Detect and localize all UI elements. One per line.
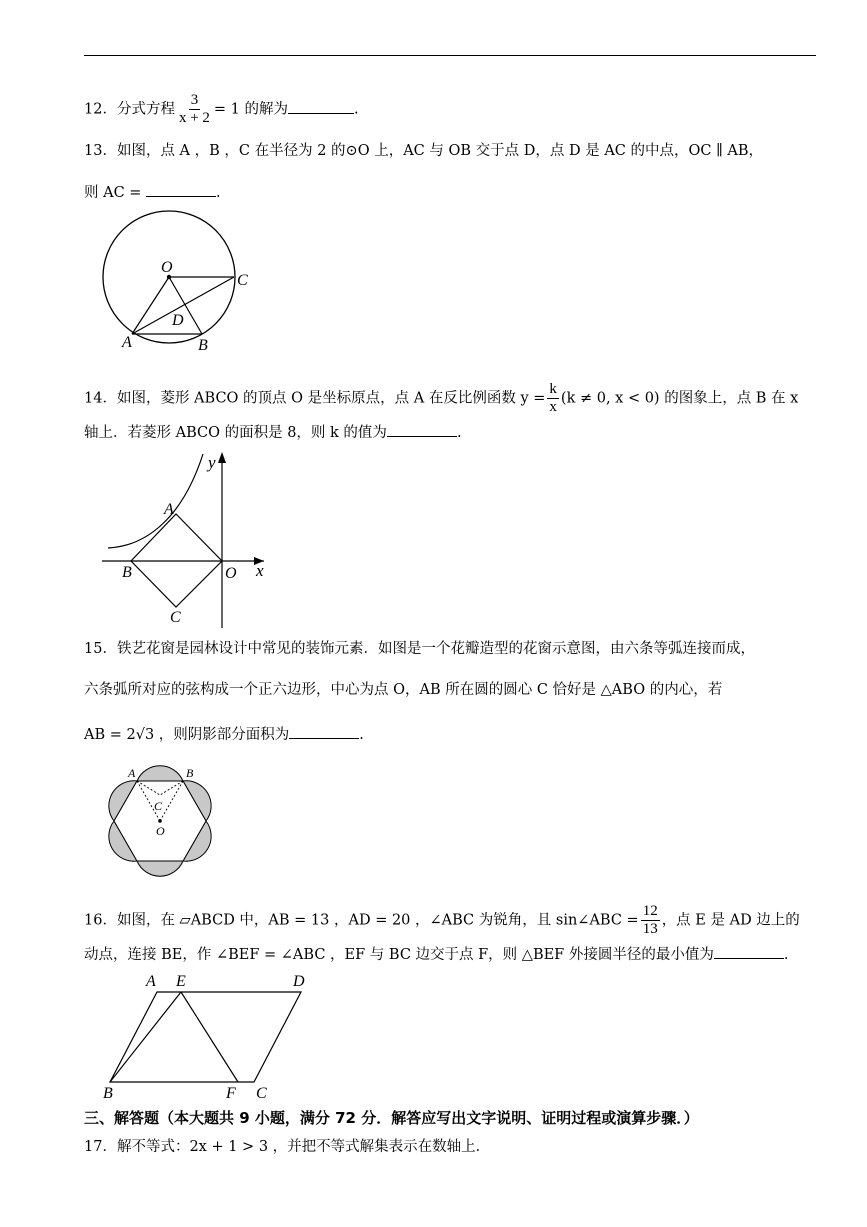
q14-fraction — [547, 381, 559, 416]
q13-line2-text: 则 AC = — [84, 185, 142, 201]
label-b: B — [198, 337, 208, 354]
label-c: C — [256, 1085, 267, 1102]
q16-answer-blank — [714, 944, 784, 959]
question-15-line3 — [84, 724, 364, 745]
petal-top — [137, 766, 183, 781]
q14-rhombus-figure — [98, 448, 278, 630]
q14-line1b: (k ≠ 0, x < 0) 的图象上，点 B 在 x — [560, 390, 799, 407]
q12-text-b: = 1 的解为 — [213, 101, 289, 118]
petal-bottom — [137, 861, 183, 876]
q16-line2-text: 动点，连接 BE，作 ∠BEF = ∠ABC ，EF 与 BC 边交于点 F，则 △BEF 外接圆半径的最小值为 — [84, 947, 714, 963]
label-a: A — [128, 766, 136, 780]
label-e: E — [176, 973, 186, 990]
q14-line1a: 14．如图，菱形 ABCO 的顶点 O 是坐标原点，点 A 在反比例函数 y = — [84, 390, 546, 407]
q14-frac-den: x — [549, 399, 557, 415]
q16-line1b: ，点 E 是 AD 边上的 — [661, 912, 800, 929]
q12-frac-num: 3 — [190, 92, 199, 108]
question-16-line1 — [84, 903, 800, 938]
question-14-line1 — [84, 381, 798, 416]
q14-end: . — [456, 425, 462, 441]
q12-fraction — [177, 92, 212, 127]
q16-fraction — [641, 903, 660, 938]
label-o: O — [156, 824, 165, 838]
hyperbola-curve — [108, 454, 203, 548]
q16-frac-den: 13 — [642, 921, 658, 937]
q12-end: . — [354, 101, 359, 118]
label-y: y — [208, 453, 216, 472]
label-d: D — [172, 312, 184, 329]
label-b: B — [186, 766, 194, 780]
label-a: A — [146, 973, 156, 990]
q16-line1a: 16．如图，在 ▱ABCD 中，AB = 13 ，AD = 20 ，∠ABC 为锐角，且 sin∠ABC = — [84, 912, 639, 929]
label-c: C — [170, 609, 181, 626]
q15-answer-blank — [289, 724, 359, 739]
label-c: C — [154, 799, 163, 813]
question-14-line2 — [84, 422, 462, 443]
parallelogram-abcd — [110, 992, 301, 1082]
q14-answer-blank — [387, 422, 457, 437]
q15-line1: 15．铁艺花窗是园林设计中常见的装饰元素．如图是一个花瓣造型的花窗示意图，由六条等弧连接而成， — [84, 641, 755, 657]
q14-frac-num: k — [549, 381, 557, 397]
q13-answer-blank — [146, 182, 216, 197]
segment-oa — [132, 277, 169, 334]
q16-frac-num: 12 — [642, 903, 658, 919]
q12-number: 12． — [84, 101, 117, 118]
label-b: B — [122, 564, 132, 581]
label-b: B — [103, 1085, 113, 1102]
label-o: O — [161, 259, 173, 276]
q12-text-a: 分式方程 — [116, 101, 175, 118]
q13-line1: 13．如图，点 A ，B ，C 在半径为 2 的⊙O 上，AC 与 OB 交于点 D，点 D 是 AC 的中点，OC ∥ AB， — [84, 143, 764, 159]
label-f: F — [226, 1085, 236, 1102]
q14-line2-text: 轴上．若菱形 ABCO 的面积是 8，则 k 的值为 — [84, 425, 387, 441]
label-o: O — [225, 565, 237, 582]
label-a: A — [122, 334, 132, 351]
header-rule — [84, 55, 816, 56]
question-16-line2 — [84, 944, 788, 965]
section-3-heading: 三、解答题（本大题共 9 小题，满分 72 分．解答应写出文字说明、证明过程或演算步骤．） — [84, 1109, 699, 1127]
q17-text: 17．解不等式：2x + 1 > 3 ，并把不等式解集表示在数轴上． — [84, 1139, 491, 1155]
q13-circle-figure — [96, 210, 266, 355]
q15-flower-window-figure — [96, 755, 226, 887]
segment-be — [110, 992, 181, 1082]
q12-frac-den: x + 2 — [178, 110, 210, 126]
q16-end: . — [783, 947, 789, 963]
q16-parallelogram-figure — [100, 970, 320, 1102]
segment-ef — [181, 992, 238, 1082]
label-d: D — [293, 973, 305, 990]
label-a: A — [164, 501, 174, 518]
y-axis-arrow — [218, 452, 226, 463]
label-x: x — [256, 561, 264, 580]
label-c: C — [237, 272, 248, 289]
q15-line3-text: AB = 2√3 ，则阴影部分面积为 — [84, 727, 290, 743]
q15-end: . — [359, 727, 364, 743]
question-12 — [84, 92, 359, 127]
point-o — [158, 819, 162, 823]
question-13-line2 — [84, 182, 221, 203]
q12-answer-blank — [288, 99, 354, 114]
q15-line2: 六条弧所对应的弦构成一个正六边形，中心为点 O，AB 所在圆的圆心 C 恰好是 △ABO 的内心，若 — [84, 682, 723, 698]
q13-end: . — [216, 185, 221, 201]
